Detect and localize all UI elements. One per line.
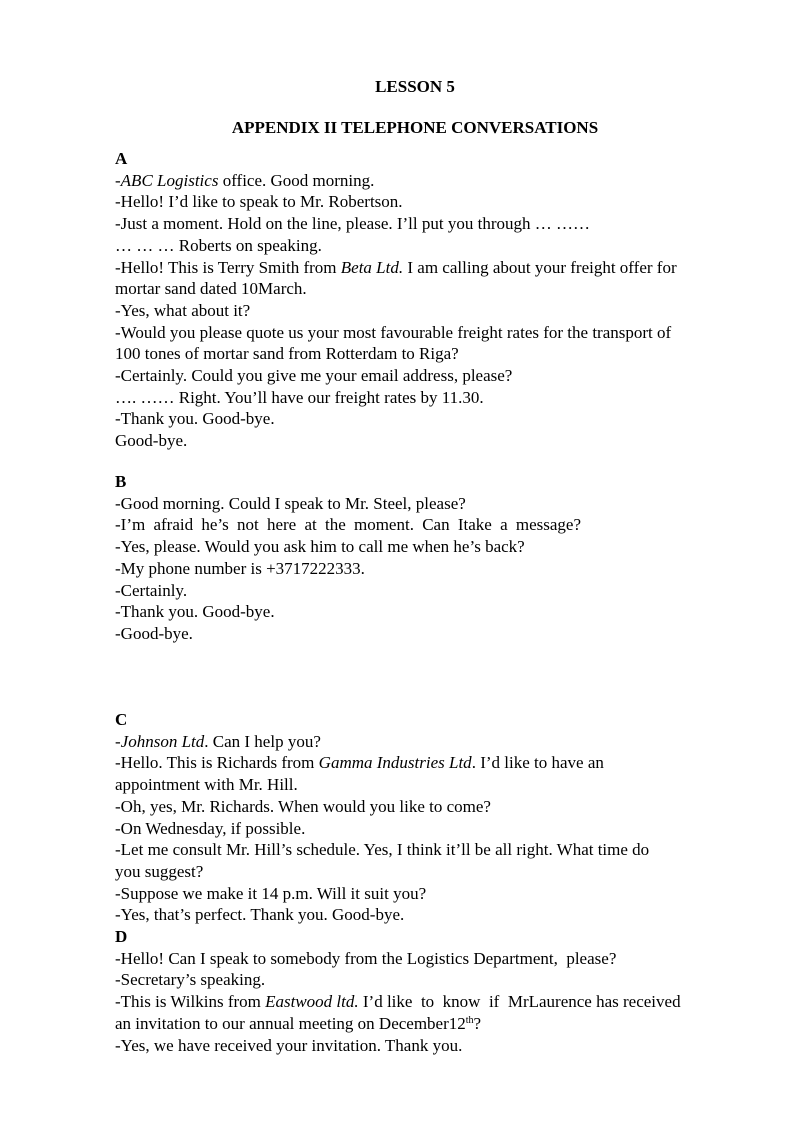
appendix-title: APPENDIX II TELEPHONE CONVERSATIONS: [231, 118, 599, 137]
dialogue-line: -On Wednesday, if possible.: [115, 818, 306, 838]
company-name: Gamma Industries Ltd: [318, 753, 472, 773]
dialogue-line: -Yes, please. Would you ask him to call me when he’s back?: [115, 537, 525, 557]
ordinal-superscript: th: [465, 1014, 474, 1026]
dialogue-line: -Suppose we make it 14 p.m. Will it suit you?: [115, 883, 427, 903]
dialogue-line: -Thank you. Good-bye.: [115, 409, 275, 429]
dialogue-line: -Certainly.: [115, 580, 188, 600]
dialogue-line: -Yes, what about it?: [115, 300, 251, 320]
dialogue-line: appointment with Mr. Hill.: [115, 775, 298, 795]
section-letter-d: D: [115, 927, 128, 946]
company-name: ABC Logistics: [120, 170, 219, 190]
line-text: I am calling about your freight offer for: [403, 257, 677, 277]
dialogue-line: [115, 1013, 755, 1035]
company-name: Beta Ltd.: [340, 257, 404, 277]
dialogue-line: -I’m afraid he’s not here at the moment. Can Itake a message?: [115, 515, 581, 535]
dialogue-line: Good-bye.: [115, 431, 188, 451]
dialogue-line: you suggest?: [115, 861, 204, 881]
line-text: . I’d like to have an: [471, 753, 604, 773]
conversation-d: [115, 926, 755, 1056]
dialogue-line: mortar sand dated 10March.: [115, 279, 307, 299]
dialogue-line: 100 tones of mortar sand from Rotterdam to Riga?: [115, 344, 459, 364]
dialogue-line: -Thank you. Good-bye.: [115, 602, 275, 622]
line-text: -Hello. This is Richards from: [115, 753, 319, 773]
dialogue-line: -Oh, yes, Mr. Richards. When would you like to come?: [115, 796, 491, 816]
conversation-b: [115, 471, 755, 645]
dialogue-line: -Let me consult Mr. Hill’s schedule. Yes, I think it’ll be all right. What time do: [115, 840, 650, 860]
dialogue-line: -Good-bye.: [115, 623, 193, 643]
dialogue-line: -Certainly. Could you give me your email address, please?: [115, 366, 513, 386]
dialogue-line: -Just a moment. Hold on the line, please. I’ll put you through … ……: [115, 214, 590, 234]
section-letter-a: A: [115, 149, 128, 168]
dialogue-line: [115, 731, 755, 753]
dialogue-line: …. …… Right. You’ll have our freight rates by 11.30.: [115, 387, 484, 407]
dialogue-line: … … … Roberts on speaking.: [115, 235, 322, 255]
conversation-c: [115, 709, 755, 926]
conversation-a: [115, 148, 755, 452]
dialogue-line: -Hello! Can I speak to somebody from the Logistics Department, please?: [115, 948, 617, 968]
section-letter-b: B: [115, 472, 127, 491]
line-text: I’d like to know if MrLaurence has received: [358, 992, 681, 1012]
line-text: -This is Wilkins from: [115, 992, 266, 1012]
line-text: -Hello! This is Terry Smith from: [115, 257, 341, 277]
line-text: office. Good morning.: [218, 170, 375, 190]
section-letter-c: C: [115, 710, 128, 729]
dialogue-line: -My phone number is +3717222333.: [115, 558, 365, 578]
line-prefix: -: [115, 170, 121, 190]
company-name: Eastwood ltd.: [265, 992, 359, 1012]
dialogue-line: -Good morning. Could I speak to Mr. Steel, please?: [115, 493, 466, 513]
line-text: . Can I help you?: [204, 731, 321, 751]
dialogue-line: -Yes, that’s perfect. Thank you. Good-bye.: [115, 905, 405, 925]
company-name: Johnson Ltd: [120, 731, 205, 751]
dialogue-line: [115, 170, 755, 192]
dialogue-line: -Yes, we have received your invitation. Thank you.: [115, 1035, 463, 1055]
dialogue-line: -Would you please quote us your most favourable freight rates for the transport of: [115, 322, 672, 342]
lesson-title: LESSON 5: [375, 77, 455, 96]
dialogue-line: -Secretary’s speaking.: [115, 970, 266, 990]
dialogue-line: [115, 257, 755, 279]
line-prefix: -: [115, 731, 121, 751]
dialogue-line: [115, 991, 755, 1013]
line-text: ?: [473, 1013, 482, 1033]
dialogue-line: -Hello! I’d like to speak to Mr. Robertson.: [115, 192, 403, 212]
dialogue-line: [115, 752, 755, 774]
line-text: an invitation to our annual meeting on December12: [115, 1013, 466, 1033]
